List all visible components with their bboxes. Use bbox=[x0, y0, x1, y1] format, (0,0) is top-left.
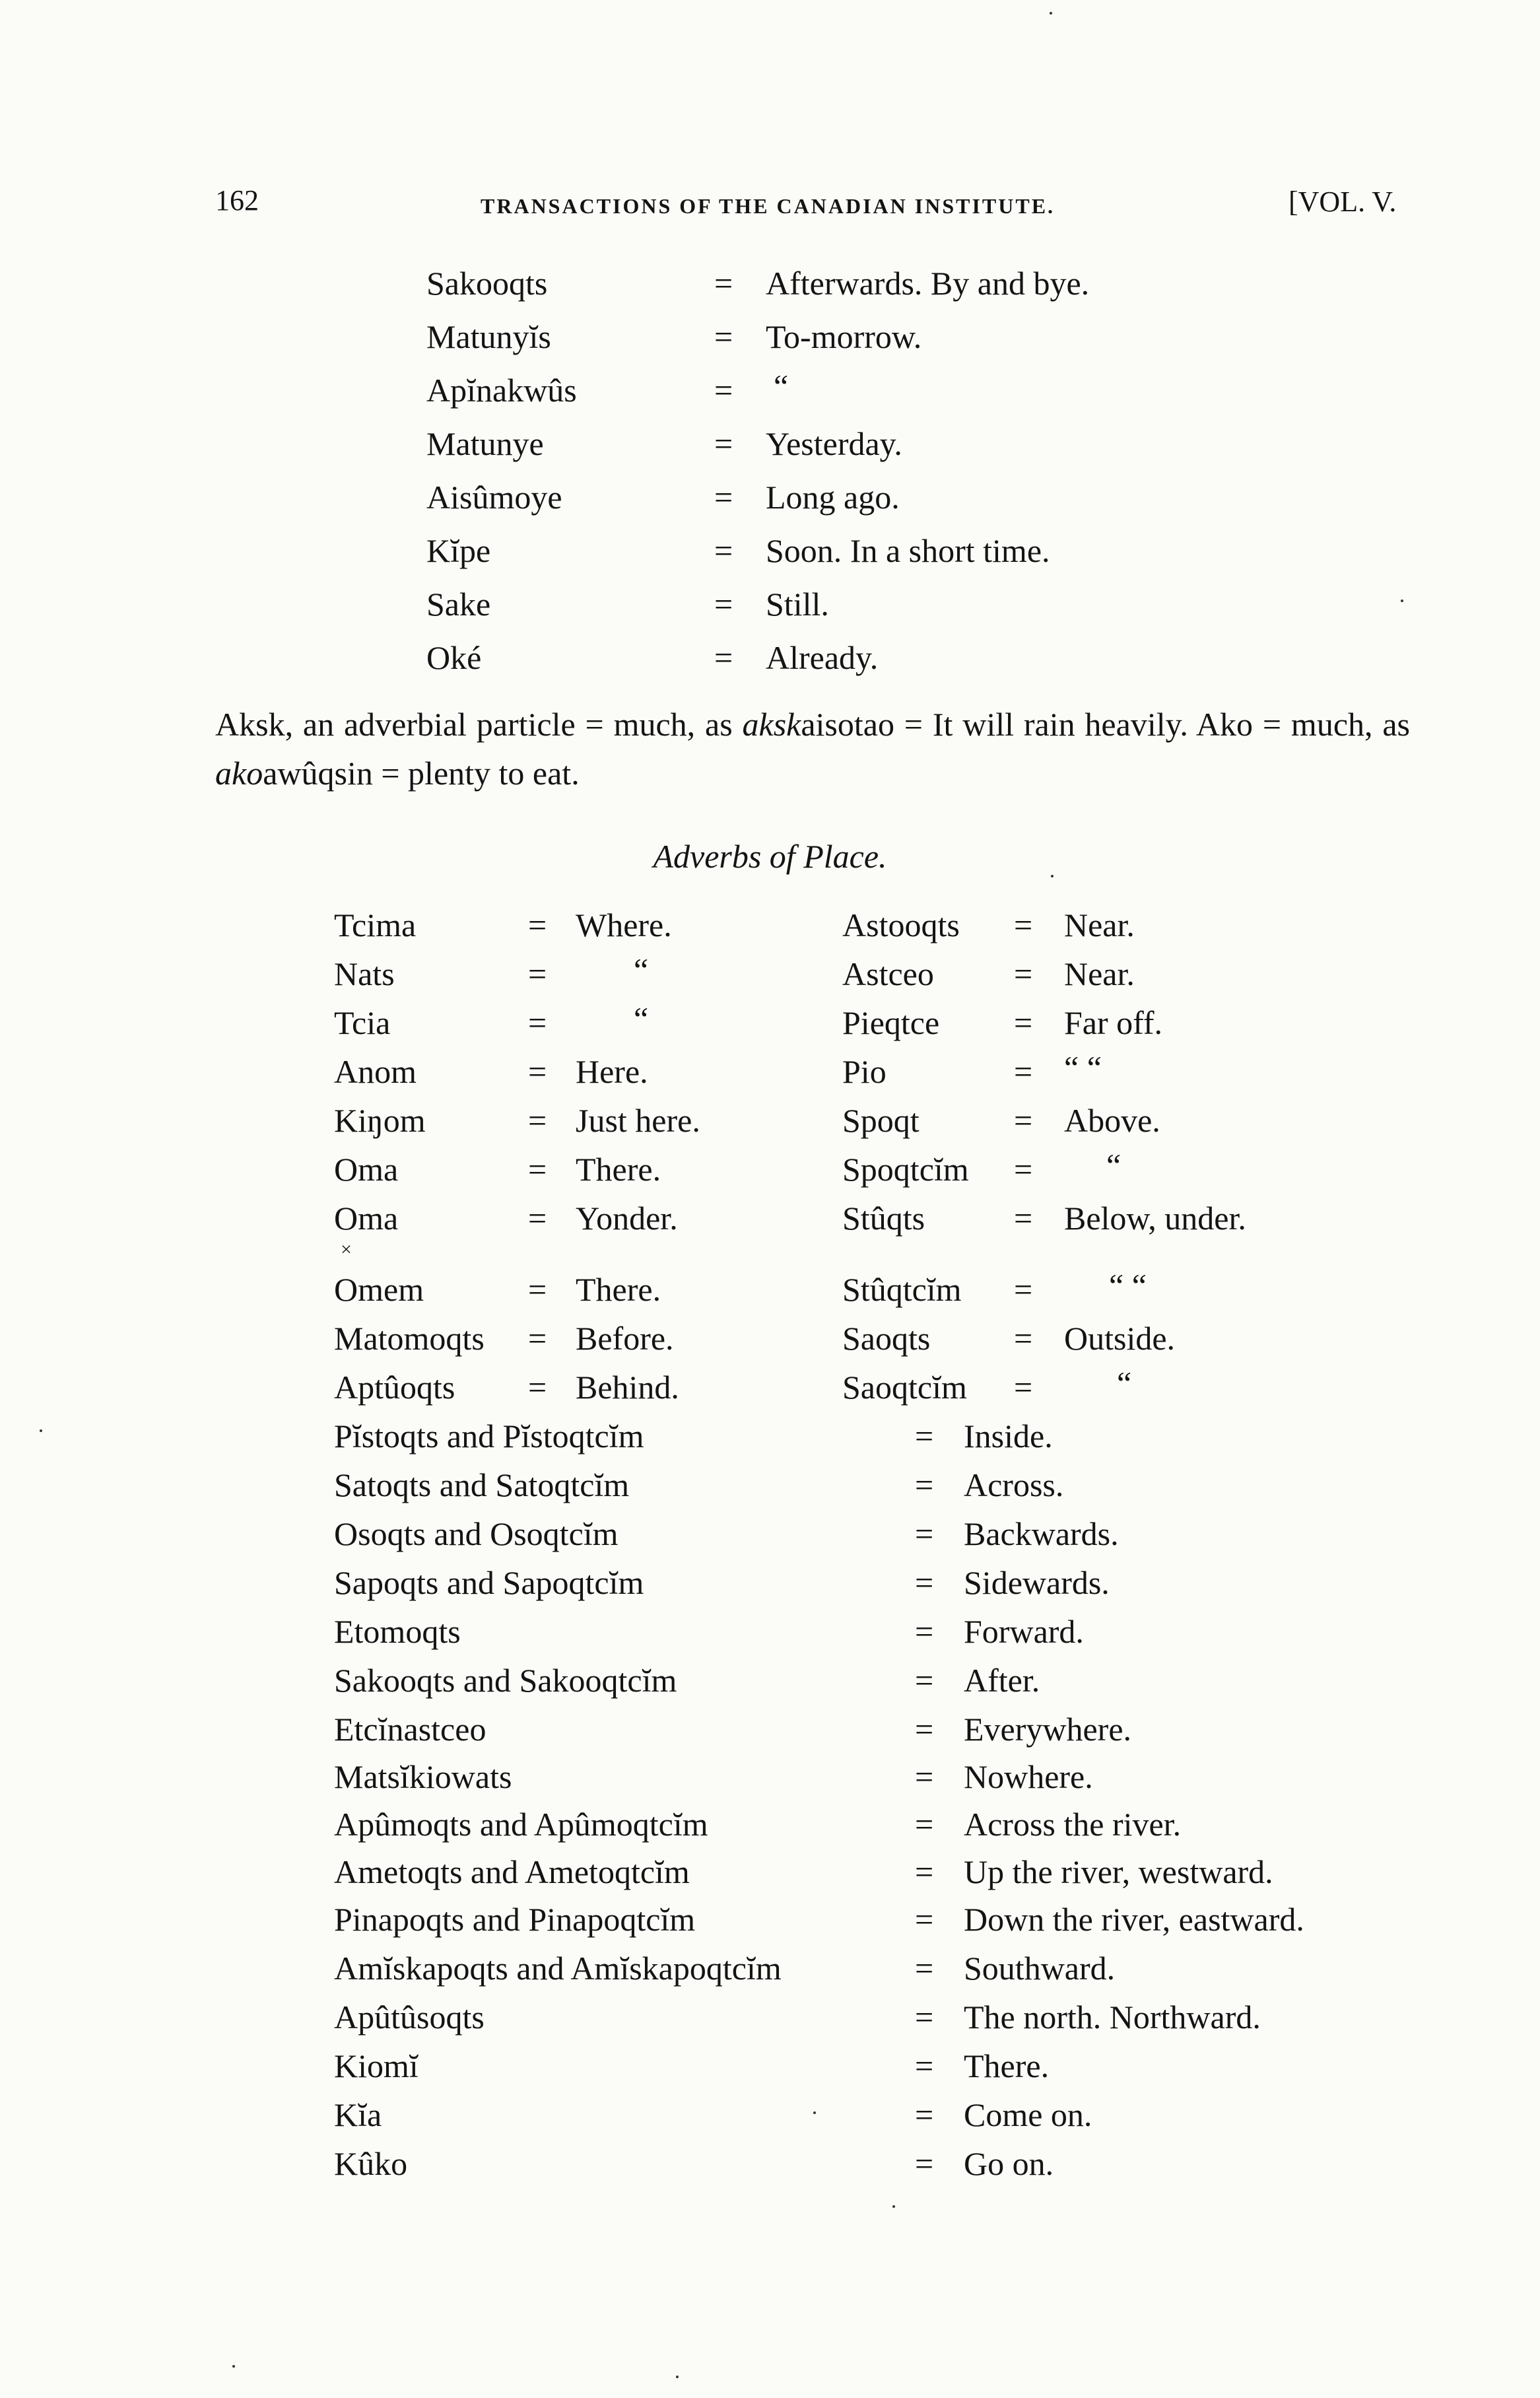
place-meaning: Nowhere. bbox=[964, 1758, 1093, 1795]
time-meaning: Still. bbox=[766, 586, 829, 623]
time-equals: = bbox=[714, 425, 733, 462]
place-term: Satoqts and Satoqtcĭm bbox=[334, 1466, 630, 1503]
place-term: Kĭa bbox=[334, 2096, 382, 2133]
place-meaning: Below, under. bbox=[1064, 1200, 1246, 1237]
time-meaning: “ bbox=[774, 368, 789, 405]
place-equals: = bbox=[1014, 1200, 1033, 1237]
place-meaning: The north. Northward. bbox=[964, 1999, 1261, 2036]
place-term: Tcima bbox=[334, 907, 417, 943]
time-meaning: Yesterday. bbox=[766, 425, 902, 462]
time-equals: = bbox=[714, 639, 733, 676]
adverbial-particle-paragraph: Aksk, an adverbial particle = much, as akskaisotao = It will rain heavily. Ako = much, as akoawûqsin = plenty to eat. bbox=[215, 706, 1410, 792]
place-term: Stûqtcĭm bbox=[842, 1271, 962, 1308]
place-equals: = bbox=[915, 1853, 934, 1890]
place-meaning: “ “ bbox=[1064, 1049, 1102, 1086]
place-equals: = bbox=[528, 1320, 547, 1357]
time-term: Matunyĭs bbox=[426, 318, 551, 355]
place-equals: = bbox=[915, 1466, 934, 1503]
place-equals: = bbox=[915, 1901, 934, 1938]
place-meaning: There. bbox=[576, 1151, 661, 1188]
place-equals: = bbox=[915, 1758, 934, 1795]
place-term: Spoqt bbox=[842, 1102, 920, 1139]
place-meaning: Backwards. bbox=[964, 1515, 1119, 1552]
place-term: Ametoqts and Ametoqtcĭm bbox=[334, 1853, 690, 1890]
place-term: Aptûoqts bbox=[334, 1369, 455, 1406]
place-equals: = bbox=[1014, 1151, 1033, 1188]
place-meaning: Southward. bbox=[964, 1950, 1116, 1987]
place-meaning: Inside. bbox=[964, 1418, 1053, 1455]
place-meaning: “ bbox=[1106, 1147, 1122, 1184]
place-term: Stûqts bbox=[842, 1200, 925, 1237]
place-term: Nats bbox=[334, 955, 395, 992]
place-meaning: Down the river, eastward. bbox=[964, 1901, 1304, 1938]
place-meaning: Forward. bbox=[964, 1613, 1084, 1650]
place-term: Kûko bbox=[334, 2145, 408, 2182]
place-equals: = bbox=[528, 1271, 547, 1308]
time-term: Apĭnakwûs bbox=[426, 372, 577, 409]
place-term: Oma bbox=[334, 1200, 399, 1237]
place-equals: = bbox=[915, 2145, 934, 2182]
place-meaning: Yonder. bbox=[576, 1200, 678, 1237]
place-term: Astooqts bbox=[842, 907, 960, 943]
place-meaning: Here. bbox=[576, 1053, 648, 1090]
volume-label: [VOL. V. bbox=[1289, 186, 1397, 218]
time-meaning: Long ago. bbox=[766, 479, 900, 516]
place-meaning: There. bbox=[576, 1271, 661, 1308]
place-equals: = bbox=[915, 2047, 934, 2084]
place-equals: = bbox=[915, 1806, 934, 1843]
place-meaning: Where. bbox=[576, 907, 672, 943]
place-term: Pĭstoqts and Pĭstoqtcĭm bbox=[334, 1418, 644, 1455]
place-meaning: There. bbox=[964, 2047, 1050, 2084]
place-meaning: “ bbox=[634, 951, 649, 988]
scan-speck bbox=[1401, 600, 1403, 602]
scan-speck bbox=[892, 2205, 895, 2208]
place-equals: = bbox=[915, 1662, 934, 1699]
place-term: Pieqtce bbox=[842, 1004, 940, 1041]
place-term: Astceo bbox=[842, 955, 934, 992]
place-meaning: Across. bbox=[964, 1466, 1064, 1503]
place-equals: = bbox=[915, 1515, 934, 1552]
time-equals: = bbox=[714, 372, 733, 409]
place-term: Etcĭnastceo bbox=[334, 1711, 486, 1748]
scan-speck bbox=[676, 2376, 679, 2378]
time-equals: = bbox=[714, 532, 733, 569]
place-meaning: “ bbox=[634, 1000, 649, 1037]
place-meaning: Just here. bbox=[576, 1102, 700, 1139]
place-equals: = bbox=[915, 1613, 934, 1650]
place-meaning: Up the river, westward. bbox=[964, 1853, 1273, 1890]
place-term: Sakooqts and Sakooqtcĭm bbox=[334, 1662, 677, 1699]
place-equals: = bbox=[528, 907, 547, 943]
place-equals: = bbox=[1014, 1102, 1033, 1139]
time-meaning: Already. bbox=[766, 639, 879, 676]
place-meaning: Across the river. bbox=[964, 1806, 1182, 1843]
place-term: Kiomĭ bbox=[334, 2047, 418, 2084]
place-term: Tcia bbox=[334, 1004, 391, 1041]
place-term: Pio bbox=[842, 1053, 887, 1090]
place-equals: = bbox=[1014, 1053, 1033, 1090]
time-meaning: To-morrow. bbox=[766, 318, 922, 355]
place-term: Osoqts and Osoqtcĭm bbox=[334, 1515, 619, 1552]
place-term: Anom bbox=[334, 1053, 417, 1090]
time-equals: = bbox=[714, 318, 733, 355]
running-title: TRANSACTIONS OF THE CANADIAN INSTITUTE. bbox=[481, 194, 1055, 218]
place-meaning: Go on. bbox=[964, 2145, 1054, 2182]
place-term: Apûmoqts and Apûmoqtcĭm bbox=[334, 1806, 708, 1843]
place-term: Saoqts bbox=[842, 1320, 931, 1357]
time-term: Kĭpe bbox=[426, 532, 491, 569]
time-term: Sakooqts bbox=[426, 265, 548, 302]
place-equals: = bbox=[915, 1950, 934, 1987]
place-term: Omem bbox=[334, 1271, 424, 1308]
place-meaning: After. bbox=[964, 1662, 1040, 1699]
place-equals: = bbox=[528, 1004, 547, 1041]
place-equals: = bbox=[528, 1053, 547, 1090]
place-meaning: Above. bbox=[1064, 1102, 1160, 1139]
place-meaning: Behind. bbox=[576, 1369, 679, 1406]
time-equals: = bbox=[714, 586, 733, 623]
scan-speck bbox=[813, 2111, 816, 2114]
place-equals: = bbox=[1014, 1369, 1033, 1406]
place-equals: = bbox=[915, 1418, 934, 1455]
place-term: Matomoqts bbox=[334, 1320, 485, 1357]
place-meaning: Near. bbox=[1064, 907, 1135, 943]
time-term: Aisûmoye bbox=[426, 479, 562, 516]
place-meaning: Everywhere. bbox=[964, 1711, 1132, 1748]
scan-speck bbox=[1050, 12, 1052, 15]
place-term: Amĭskapoqts and Amĭskapoqtcĭm bbox=[334, 1950, 782, 1987]
place-equals: = bbox=[915, 1564, 934, 1601]
time-meaning: Afterwards. By and bye. bbox=[766, 265, 1090, 302]
place-equals: = bbox=[1014, 955, 1033, 992]
place-term: Kiŋom bbox=[334, 1102, 426, 1139]
place-term: Oma bbox=[334, 1151, 399, 1188]
place-equals: = bbox=[1014, 1271, 1033, 1308]
place-equals: = bbox=[1014, 907, 1033, 943]
place-term: Sapoqts and Sapoqtcĭm bbox=[334, 1564, 644, 1601]
place-term: Apûtûsoqts bbox=[334, 1999, 485, 2036]
place-meaning: Outside. bbox=[1064, 1320, 1176, 1357]
place-equals: = bbox=[528, 955, 547, 992]
section-heading: Adverbs of Place. bbox=[653, 838, 887, 875]
place-term: Etomoqts bbox=[334, 1613, 461, 1650]
scan-speck bbox=[40, 1429, 42, 1432]
place-term: Pinapoqts and Pinapoqtcĭm bbox=[334, 1901, 696, 1938]
place-term: Saoqtcĭm bbox=[842, 1369, 967, 1406]
place-equals: = bbox=[528, 1151, 547, 1188]
place-meaning: Come on. bbox=[964, 2096, 1092, 2133]
time-term: Sake bbox=[426, 586, 491, 623]
place-equals: = bbox=[915, 1999, 934, 2036]
place-equals: = bbox=[528, 1200, 547, 1237]
place-equals: = bbox=[915, 1711, 934, 1748]
place-meaning: “ bbox=[1117, 1365, 1132, 1402]
page-number: 162 bbox=[215, 184, 259, 217]
place-equals: = bbox=[528, 1369, 547, 1406]
place-meaning: Sidewards. bbox=[964, 1564, 1110, 1601]
place-meaning: Near. bbox=[1064, 955, 1135, 992]
scan-speck bbox=[232, 2365, 235, 2368]
time-term: Oké bbox=[426, 639, 482, 676]
place-meaning: Far off. bbox=[1064, 1004, 1163, 1041]
place-equals: = bbox=[1014, 1004, 1033, 1041]
place-term: Matsĭkiowats bbox=[334, 1758, 512, 1795]
place-equals: = bbox=[915, 2096, 934, 2133]
time-equals: = bbox=[714, 479, 733, 516]
place-meaning: Before. bbox=[576, 1320, 674, 1357]
scan-speck bbox=[1051, 875, 1054, 877]
time-meaning: Soon. In a short time. bbox=[766, 532, 1050, 569]
time-term: Matunye bbox=[426, 425, 544, 462]
time-equals: = bbox=[714, 265, 733, 302]
place-meaning: “ “ bbox=[1109, 1267, 1147, 1304]
diacritic-mark: × bbox=[341, 1239, 352, 1260]
place-equals: = bbox=[528, 1102, 547, 1139]
place-term: Spoqtcĭm bbox=[842, 1151, 969, 1188]
place-equals: = bbox=[1014, 1320, 1033, 1357]
